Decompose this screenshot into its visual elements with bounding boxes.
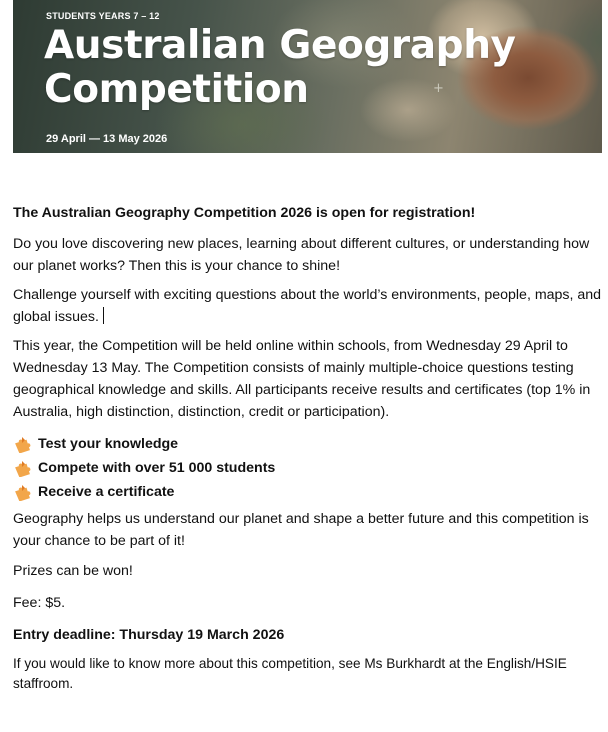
puzzle-piece-icon	[13, 483, 33, 501]
puzzle-piece-icon	[13, 459, 33, 477]
feature-item	[13, 480, 603, 504]
competition-banner	[13, 0, 602, 153]
crosshair-icon: +	[433, 81, 444, 96]
prizes-text: Prizes can be won!	[13, 563, 133, 579]
feature-label: Compete with over 51 000 students	[38, 460, 276, 476]
announcement-article	[13, 202, 603, 694]
banner-kicker: STUDENTS YEARS 7 – 12	[46, 11, 160, 21]
puzzle-piece-icon	[13, 435, 33, 453]
text-cursor	[103, 307, 104, 324]
feature-label: Receive a certificate	[38, 484, 175, 500]
feature-item	[13, 432, 603, 456]
banner-title	[44, 24, 564, 112]
details-paragraph: This year, the Competition will be held online within schools, from Wednesday 29 April to Wednesday 13 May. The Competition consists of mainly multiple-choice questions testing geographical knowledge and skills. All participants receive results and certificates (top 1% in Australia, high distinction, distinction, credit or participation).	[13, 338, 591, 420]
fee-text: Fee: $5.	[13, 595, 66, 611]
intro-paragraph: Do you love discovering new places, learning about different cultures, or understanding how our planet works? Then this is your chance to shine!	[13, 236, 590, 274]
banner-title-line-1: Australian Geography	[44, 23, 516, 68]
banner-title-line-2: Competition	[44, 67, 309, 112]
challenge-paragraph	[13, 284, 603, 328]
closing-paragraph: Geography helps us understand our planet and shape a better future and this competition is your chance to be part of it!	[13, 511, 589, 549]
entry-deadline: Entry deadline: Thursday 19 March 2026	[13, 627, 285, 643]
feature-list	[13, 432, 603, 504]
contact-info: If you would like to know more about this competition, see Ms Burkhardt at the English/HSIE staffroom.	[13, 656, 567, 691]
headline: The Australian Geography Competition 2026 is open for registration!	[13, 205, 476, 221]
banner-dates: 29 April — 13 May 2026	[46, 133, 168, 145]
feature-label: Test your knowledge	[38, 436, 179, 452]
challenge-paragraph-text: Challenge yourself with exciting questions about the world’s environments, people, maps, and global issues.	[13, 287, 602, 325]
feature-item	[13, 456, 603, 480]
